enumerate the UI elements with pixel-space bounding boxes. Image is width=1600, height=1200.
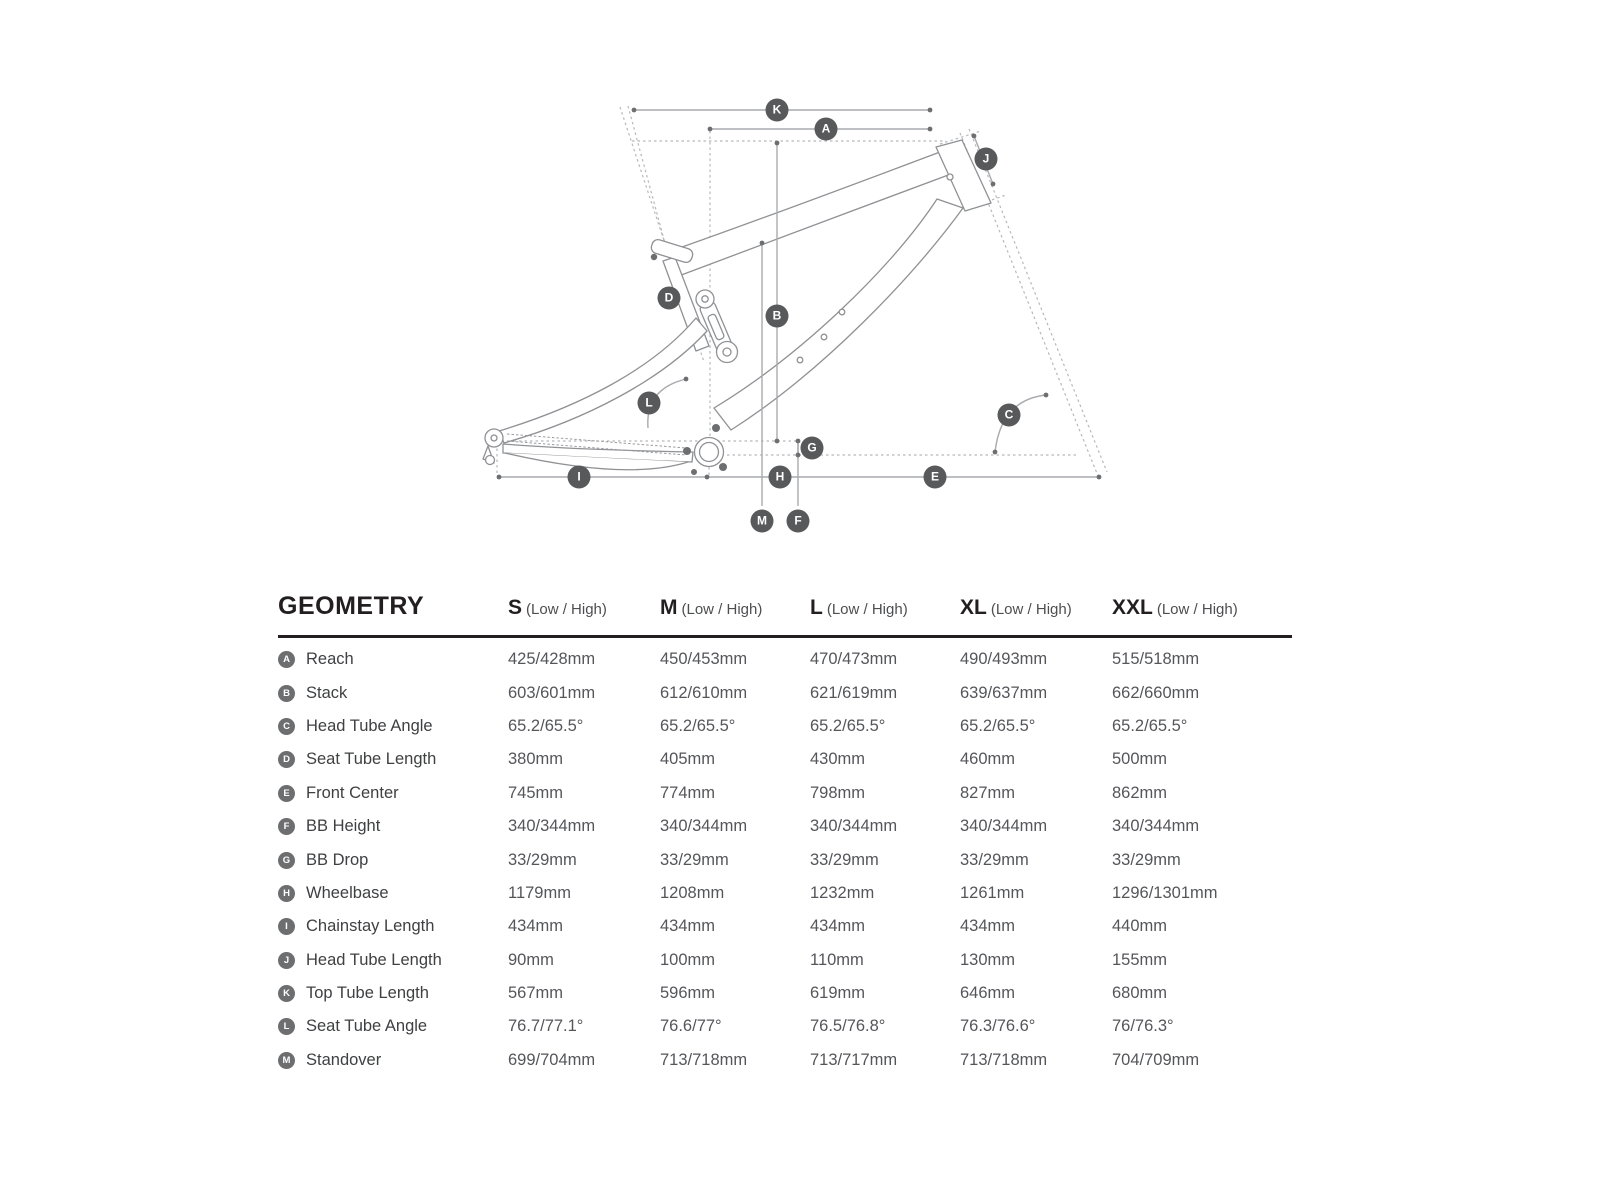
dim-badge-g <box>801 437 824 460</box>
value-xl: 76.3/76.6° <box>960 1017 1036 1036</box>
dim-badge-b-letter: B <box>772 308 782 323</box>
value-xl: 646mm <box>960 984 1016 1003</box>
lower-link-bolt <box>723 348 731 356</box>
value-xl: 130mm <box>960 950 1016 969</box>
table-row-head-tube-length <box>278 944 1292 977</box>
dim-badge-m <box>751 510 774 533</box>
row-label: Chainstay Length <box>306 917 435 936</box>
value-xl: 460mm <box>960 750 1016 769</box>
table-row-stack <box>278 676 1292 709</box>
value-m: 340/344mm <box>660 817 748 836</box>
value-xxl: 340/344mm <box>1112 817 1200 836</box>
value-xxl: 662/660mm <box>1112 683 1200 702</box>
value-s: 425/428mm <box>508 650 596 669</box>
value-l: 713/717mm <box>810 1050 898 1069</box>
value-l: 110mm <box>810 950 864 969</box>
table-row-bb-height <box>278 810 1292 843</box>
value-s: 434mm <box>508 917 564 936</box>
geometry-table-header <box>278 592 1292 635</box>
dim-badge-a <box>815 118 838 141</box>
bottle-boss-1 <box>797 357 803 363</box>
size-label-xxl: XXL <box>1112 596 1153 619</box>
table-title: GEOMETRY <box>278 592 425 620</box>
row-label: Wheelbase <box>306 883 389 902</box>
dim-badge-e <box>924 466 947 489</box>
value-s: 699/704mm <box>508 1050 596 1069</box>
value-s: 65.2/65.5° <box>508 716 584 735</box>
value-l: 798mm <box>810 783 866 802</box>
size-suffix-xxl: (Low / High) <box>1156 601 1238 618</box>
dim-badge-d-letter: D <box>664 290 674 305</box>
value-s: 76.7/77.1° <box>508 1017 584 1036</box>
value-xxl: 680mm <box>1112 984 1168 1003</box>
table-row-chainstay-length <box>278 910 1292 943</box>
bike-frame <box>483 140 991 470</box>
size-suffix-xl: (Low / High) <box>990 601 1072 618</box>
value-m: 612/610mm <box>660 683 748 702</box>
value-m: 100mm <box>660 950 716 969</box>
value-xl: 713/718mm <box>960 1050 1048 1069</box>
row-label: Seat Tube Angle <box>306 1017 428 1036</box>
table-row-bb-drop <box>278 843 1292 876</box>
dim-badge-h <box>769 466 792 489</box>
value-m: 76.6/77° <box>660 1017 722 1036</box>
value-m: 434mm <box>660 917 716 936</box>
rocker-pivot-bolt <box>702 296 708 302</box>
dim-badge-c <box>998 404 1021 427</box>
row-badge: G <box>278 852 295 869</box>
value-l: 76.5/76.8° <box>810 1017 886 1036</box>
value-xxl: 65.2/65.5° <box>1112 716 1188 735</box>
col-header-m <box>660 596 810 620</box>
value-l: 621/619mm <box>810 683 898 702</box>
value-l: 434mm <box>810 917 866 936</box>
row-badge: M <box>278 1052 295 1069</box>
size-label-xl: XL <box>960 596 987 619</box>
dim-badge-i-letter: I <box>577 469 581 484</box>
dim-badge-j-letter: J <box>982 151 990 166</box>
value-xl: 639/637mm <box>960 683 1048 702</box>
value-l: 33/29mm <box>810 850 879 869</box>
table-row-head-tube-angle <box>278 710 1292 743</box>
dim-badge-e-letter: E <box>930 469 939 484</box>
value-s: 340/344mm <box>508 817 596 836</box>
col-header-xxl <box>1112 596 1292 620</box>
geometry-table <box>278 592 1292 1077</box>
value-s: 745mm <box>508 783 564 802</box>
value-s: 33/29mm <box>508 850 577 869</box>
value-xxl: 862mm <box>1112 783 1168 802</box>
value-l: 65.2/65.5° <box>810 716 886 735</box>
value-l: 619mm <box>810 984 866 1003</box>
dim-badge-i <box>568 466 591 489</box>
value-m: 405mm <box>660 750 716 769</box>
value-l: 430mm <box>810 750 866 769</box>
row-label: Standover <box>306 1050 382 1069</box>
row-label: Reach <box>306 650 354 669</box>
row-badge: D <box>278 751 295 768</box>
value-xxl: 1296/1301mm <box>1112 883 1218 902</box>
value-xxl: 155mm <box>1112 950 1168 969</box>
row-badge: K <box>278 985 295 1002</box>
value-xl: 340/344mm <box>960 817 1048 836</box>
bike-geometry-diagram <box>0 0 1600 570</box>
value-xxl: 440mm <box>1112 917 1168 936</box>
value-m: 65.2/65.5° <box>660 716 736 735</box>
value-xl: 65.2/65.5° <box>960 716 1036 735</box>
dim-badge-k <box>766 99 789 122</box>
value-xxl: 76/76.3° <box>1112 1017 1174 1036</box>
dim-badge-a-letter: A <box>821 121 831 136</box>
row-badge: H <box>278 885 295 902</box>
col-header-xl <box>960 596 1112 620</box>
dim-badge-g-letter: G <box>807 440 817 455</box>
value-m: 1208mm <box>660 883 725 902</box>
size-label-m: M <box>660 596 678 619</box>
dim-badge-l-letter: L <box>645 395 653 410</box>
value-xl: 490/493mm <box>960 650 1048 669</box>
bottle-boss-3 <box>839 309 845 315</box>
row-badge: F <box>278 818 295 835</box>
dim-badge-h-letter: H <box>775 469 785 484</box>
value-xl: 434mm <box>960 917 1016 936</box>
geometry-rows <box>278 638 1292 1077</box>
row-label: BB Height <box>306 817 381 836</box>
row-label: Stack <box>306 683 348 702</box>
row-badge: C <box>278 718 295 735</box>
row-label: Front Center <box>306 783 399 802</box>
dim-badge-j <box>975 148 998 171</box>
value-xl: 827mm <box>960 783 1016 802</box>
row-badge: E <box>278 785 295 802</box>
value-m: 33/29mm <box>660 850 729 869</box>
table-row-standover <box>278 1044 1292 1077</box>
value-l: 340/344mm <box>810 817 898 836</box>
value-s: 380mm <box>508 750 564 769</box>
size-suffix-s: (Low / High) <box>526 601 607 618</box>
row-badge: B <box>278 685 295 702</box>
value-xxl: 704/709mm <box>1112 1050 1200 1069</box>
value-s: 90mm <box>508 950 554 969</box>
bottle-boss-2 <box>821 334 827 340</box>
value-s: 603/601mm <box>508 683 596 702</box>
dim-badge-f-letter: F <box>794 513 802 528</box>
dim-badge-l <box>638 392 661 415</box>
row-label: Head Tube Angle <box>306 716 433 735</box>
row-label: Seat Tube Length <box>306 750 437 769</box>
table-row-seat-tube-length <box>278 743 1292 776</box>
table-row-wheelbase <box>278 877 1292 910</box>
size-label-s: S <box>508 596 523 619</box>
dim-badge-b <box>766 305 789 328</box>
value-l: 470/473mm <box>810 650 898 669</box>
dim-badge-k-letter: K <box>772 102 782 117</box>
dim-badge-d <box>658 287 681 310</box>
seat-stay <box>499 318 707 443</box>
value-xl: 1261mm <box>960 883 1025 902</box>
row-label: Head Tube Length <box>306 950 442 969</box>
value-m: 450/453mm <box>660 650 748 669</box>
row-badge: I <box>278 918 295 935</box>
dim-badge-m-letter: M <box>757 513 767 528</box>
value-s: 1179mm <box>508 883 571 902</box>
value-xxl: 500mm <box>1112 750 1168 769</box>
dim-badge-f <box>787 510 810 533</box>
row-label: BB Drop <box>306 850 369 869</box>
table-row-reach <box>278 643 1292 676</box>
value-m: 596mm <box>660 984 716 1003</box>
table-row-top-tube-length <box>278 977 1292 1010</box>
row-badge: L <box>278 1018 295 1035</box>
value-s: 567mm <box>508 984 564 1003</box>
value-m: 713/718mm <box>660 1050 748 1069</box>
row-label: Top Tube Length <box>306 984 429 1003</box>
size-suffix-m: (Low / High) <box>681 601 763 618</box>
table-row-front-center <box>278 777 1292 810</box>
dimension-lines <box>499 110 1099 506</box>
bottom-bracket <box>700 443 719 462</box>
table-row-seat-tube-angle <box>278 1010 1292 1043</box>
size-suffix-l: (Low / High) <box>826 601 908 618</box>
size-label-l: L <box>810 596 823 619</box>
col-header-l <box>810 596 960 620</box>
value-xxl: 515/518mm <box>1112 650 1200 669</box>
row-badge: J <box>278 952 295 969</box>
hanger-bolt <box>486 456 495 465</box>
dim-badge-c-letter: C <box>1004 407 1014 422</box>
row-badge: A <box>278 651 295 668</box>
rear-axle <box>491 435 497 441</box>
value-xl: 33/29mm <box>960 850 1029 869</box>
value-l: 1232mm <box>810 883 875 902</box>
col-header-s <box>508 596 660 620</box>
value-m: 774mm <box>660 783 716 802</box>
cable-port <box>947 174 953 180</box>
value-xxl: 33/29mm <box>1112 850 1181 869</box>
